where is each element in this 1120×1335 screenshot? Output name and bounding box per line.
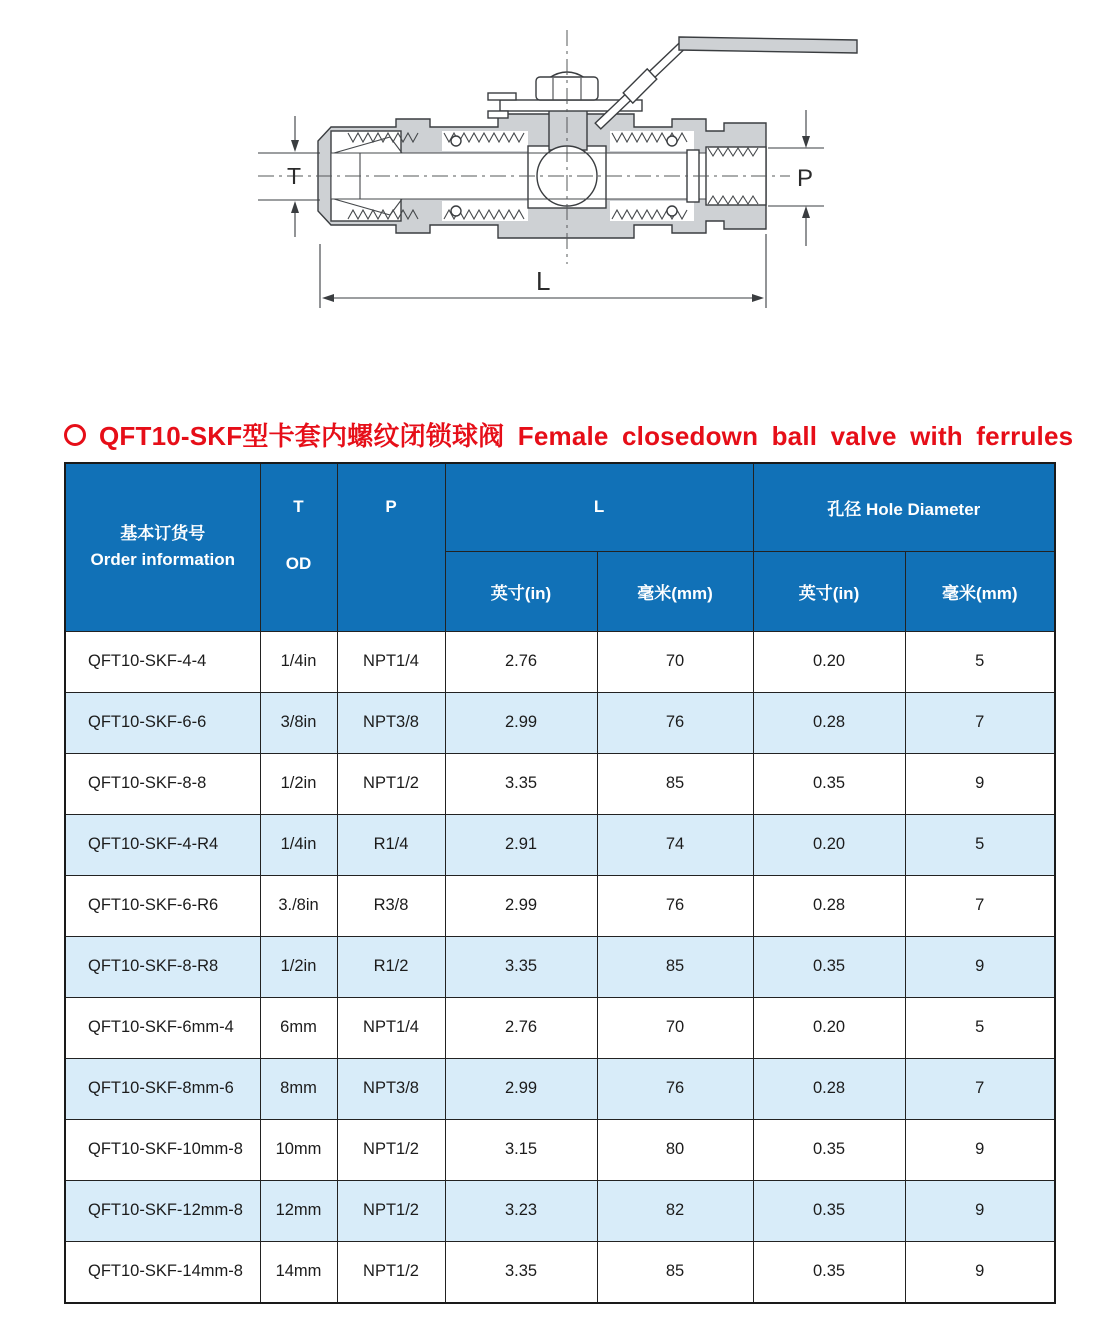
cell-hole-inch: 0.35 <box>753 1119 905 1180</box>
cell-p-thread: NPT1/2 <box>337 1180 445 1241</box>
table-row <box>65 1241 1055 1303</box>
cell-length-inch: 3.15 <box>445 1119 597 1180</box>
cell-p-thread: NPT1/4 <box>337 631 445 692</box>
header-hole-inch: 英寸(in) <box>753 551 905 631</box>
header-hole-diameter: 孔径 Hole Diameter <box>753 463 1055 551</box>
cell-od: 8mm <box>260 1058 337 1119</box>
cell-order-number: QFT10-SKF-6mm-4 <box>65 997 260 1058</box>
cell-od: 1/2in <box>260 753 337 814</box>
cell-p-thread: R3/8 <box>337 875 445 936</box>
cell-p-thread: NPT1/4 <box>337 997 445 1058</box>
cell-order-number: QFT10-SKF-4-R4 <box>65 814 260 875</box>
header-t-label: T <box>293 497 304 516</box>
cell-hole-inch: 0.35 <box>753 1180 905 1241</box>
cell-od: 1/4in <box>260 631 337 692</box>
cell-length-mm: 85 <box>597 1241 753 1303</box>
cell-od: 14mm <box>260 1241 337 1303</box>
cell-order-number: QFT10-SKF-8-8 <box>65 753 260 814</box>
cell-length-inch: 3.23 <box>445 1180 597 1241</box>
header-p-label: P <box>385 497 397 516</box>
cell-p-thread: R1/4 <box>337 814 445 875</box>
header-order-info-en: Order information <box>90 550 235 570</box>
o-ring <box>451 206 461 216</box>
handle-sleeve <box>623 69 657 103</box>
header-l-inch: 英寸(in) <box>445 551 597 631</box>
spec-table-body <box>65 631 1055 1303</box>
header-t-od <box>260 463 337 631</box>
cell-p-thread: NPT1/2 <box>337 1241 445 1303</box>
cell-hole-inch: 0.28 <box>753 1058 905 1119</box>
cell-hole-mm: 7 <box>905 875 1055 936</box>
o-ring <box>451 136 461 146</box>
cell-length-mm: 85 <box>597 753 753 814</box>
cell-hole-mm: 9 <box>905 753 1055 814</box>
stop-bracket <box>488 93 516 100</box>
cell-hole-mm: 5 <box>905 814 1055 875</box>
table-row <box>65 1058 1055 1119</box>
cell-od: 3./8in <box>260 875 337 936</box>
table-row <box>65 1180 1055 1241</box>
o-ring <box>667 136 677 146</box>
table-row <box>65 814 1055 875</box>
cell-hole-inch: 0.35 <box>753 753 905 814</box>
cell-hole-inch: 0.20 <box>753 631 905 692</box>
cell-length-inch: 2.99 <box>445 875 597 936</box>
dim-label-t: T <box>287 163 302 189</box>
o-ring <box>667 206 677 216</box>
cell-length-inch: 3.35 <box>445 1241 597 1303</box>
header-l: L <box>445 463 753 551</box>
cell-p-thread: NPT1/2 <box>337 1119 445 1180</box>
cell-hole-inch: 0.20 <box>753 997 905 1058</box>
cell-order-number: QFT10-SKF-4-4 <box>65 631 260 692</box>
circle-bullet-icon <box>64 424 86 446</box>
cell-length-inch: 3.35 <box>445 936 597 997</box>
header-od-label: OD <box>285 554 312 573</box>
dimension-l <box>320 234 766 308</box>
cell-hole-mm: 7 <box>905 692 1055 753</box>
header-l-mm: 毫米(mm) <box>597 551 753 631</box>
cell-hole-mm: 9 <box>905 1119 1055 1180</box>
table-row <box>65 997 1055 1058</box>
cell-hole-inch: 0.28 <box>753 692 905 753</box>
section-title-text: QFT10-SKF型卡套内螺纹闭锁球阀 Female closedown ball valve with ferrules <box>99 421 1074 451</box>
cell-length-mm: 82 <box>597 1180 753 1241</box>
cell-order-number: QFT10-SKF-12mm-8 <box>65 1180 260 1241</box>
cell-hole-mm: 7 <box>905 1058 1055 1119</box>
cell-length-inch: 2.91 <box>445 814 597 875</box>
cell-length-mm: 76 <box>597 692 753 753</box>
cell-length-inch: 2.76 <box>445 997 597 1058</box>
cell-length-mm: 76 <box>597 1058 753 1119</box>
stop-bracket <box>488 111 508 118</box>
cell-od: 10mm <box>260 1119 337 1180</box>
section-title <box>64 416 1073 453</box>
cell-length-inch: 3.35 <box>445 753 597 814</box>
cell-order-number: QFT10-SKF-6-R6 <box>65 875 260 936</box>
cell-length-inch: 2.76 <box>445 631 597 692</box>
table-row <box>65 631 1055 692</box>
cell-p-thread: NPT3/8 <box>337 1058 445 1119</box>
cell-length-mm: 70 <box>597 631 753 692</box>
dimension-p <box>768 110 824 246</box>
cell-p-thread: NPT1/2 <box>337 753 445 814</box>
table-row <box>65 875 1055 936</box>
cell-od: 1/4in <box>260 814 337 875</box>
cell-hole-mm: 9 <box>905 1180 1055 1241</box>
cell-order-number: QFT10-SKF-8mm-6 <box>65 1058 260 1119</box>
cell-hole-inch: 0.28 <box>753 875 905 936</box>
header-order-information <box>65 463 260 631</box>
table-row <box>65 1119 1055 1180</box>
cell-hole-mm: 9 <box>905 1241 1055 1303</box>
cell-length-inch: 2.99 <box>445 1058 597 1119</box>
handle-grip <box>679 37 857 53</box>
header-order-info-zh: 基本订货号 <box>120 523 206 543</box>
cell-length-mm: 70 <box>597 997 753 1058</box>
cell-hole-mm: 5 <box>905 631 1055 692</box>
cell-length-mm: 74 <box>597 814 753 875</box>
cell-p-thread: R1/2 <box>337 936 445 997</box>
cell-od: 3/8in <box>260 692 337 753</box>
cell-hole-mm: 5 <box>905 997 1055 1058</box>
dim-label-p: P <box>797 165 814 192</box>
valve-cross-section-drawing <box>0 0 1120 410</box>
table-row <box>65 692 1055 753</box>
spec-table <box>64 462 1056 1304</box>
cell-hole-inch: 0.20 <box>753 814 905 875</box>
spec-table-header <box>65 463 1055 631</box>
cell-length-mm: 85 <box>597 936 753 997</box>
cell-od: 12mm <box>260 1180 337 1241</box>
cell-hole-inch: 0.35 <box>753 936 905 997</box>
table-row <box>65 753 1055 814</box>
cell-length-mm: 76 <box>597 875 753 936</box>
dim-label-l: L <box>536 266 551 296</box>
cell-order-number: QFT10-SKF-14mm-8 <box>65 1241 260 1303</box>
table-row <box>65 936 1055 997</box>
cell-order-number: QFT10-SKF-8-R8 <box>65 936 260 997</box>
header-hole-mm: 毫米(mm) <box>905 551 1055 631</box>
cell-order-number: QFT10-SKF-10mm-8 <box>65 1119 260 1180</box>
cell-od: 6mm <box>260 997 337 1058</box>
cell-od: 1/2in <box>260 936 337 997</box>
cell-length-mm: 80 <box>597 1119 753 1180</box>
cell-length-inch: 2.99 <box>445 692 597 753</box>
cell-hole-mm: 9 <box>905 936 1055 997</box>
cell-hole-inch: 0.35 <box>753 1241 905 1303</box>
cell-order-number: QFT10-SKF-6-6 <box>65 692 260 753</box>
header-p <box>337 463 445 631</box>
cell-p-thread: NPT3/8 <box>337 692 445 753</box>
